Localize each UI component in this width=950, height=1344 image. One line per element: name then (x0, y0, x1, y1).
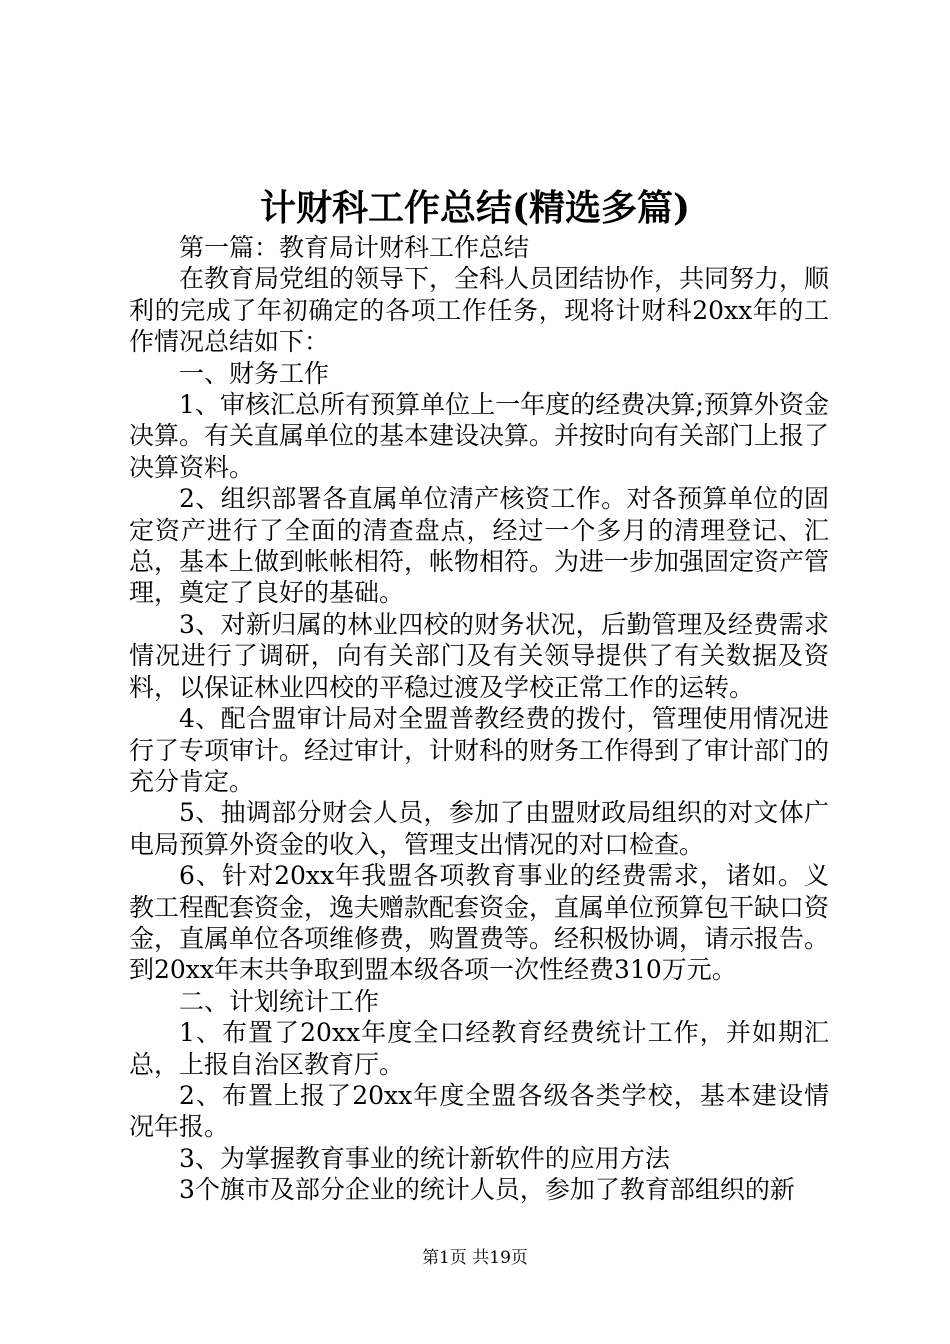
paragraph: 2、布置上报了20xx年度全盟各级各类学校，基本建设情况年报。 (129, 1080, 829, 1142)
paragraph: 3、对新归属的林业四校的财务状况，后勤管理及经费需求情况进行了调研，向有关部门及有关领导提供了有关数据及资料，以保证林业四校的平稳过渡及学校正常工作的运转。 (129, 609, 829, 702)
document-title: 计财科工作总结(精选多篇) (259, 187, 691, 229)
paragraph: 3、为掌握教育事业的统计新软件的应用方法 (179, 1143, 670, 1173)
paragraph: 5、抽调部分财会人员，参加了由盟财政局组织的对文体广电局预算外资金的收入，管理支出情况的对口检查。 (129, 798, 829, 859)
paragraph: 1、审核汇总所有预算单位上一年度的经费决算;预算外资金决算。有关直属单位的基本建设决算。并按时向有关部门上报了决算资料。 (129, 390, 830, 482)
page-footer: 第1页 共19页 (422, 1248, 528, 1268)
paragraph: 6、针对20xx年我盟各项教育事业的经费需求，诸如。义教工程配套资金，逸夫赠款配套资金，直属单位预算包干缺口资金，直属单位各项维修费，购置费等。经积极协调，请示报告。到20xx年末共争取到盟本级各项一次性经费310万元。 (129, 861, 830, 985)
paragraph: 1、布置了20xx年度全口经教育经费统计工作，并如期汇总，上报自治区教育厅。 (129, 1018, 829, 1079)
paragraph: 4、配合盟审计局对全盟普教经费的拨付，管理使用情况进行了专项审计。经过审计，计财科的财务工作得到了审计部门的充分肯定。 (129, 704, 830, 796)
document-body (129, 232, 829, 1206)
section-heading: 二、计划统计工作 (179, 986, 380, 1016)
section-heading: 一、财务工作 (179, 358, 330, 388)
section-heading: 第一篇：教育局计财科工作总结 (179, 233, 530, 262)
paragraph: 2、组织部署各直属单位清产核资工作。对各预算单位的固定资产进行了全面的清查盘点，经过一个多月的清理登记、汇总，基本上做到帐帐相符，帐物相符。为进一步加强固定资产管理，奠定了良好的基础。 (129, 484, 830, 608)
paragraph: 在教育局党组的领导下，全科人员团结协作，共同努力，顺利的完成了年初确定的各项工作任务，现将计财科20xx年的工作情况总结如下： (129, 264, 830, 357)
paragraph: 3个旗市及部分企业的统计人员，参加了教育部组织的新 (179, 1175, 795, 1205)
